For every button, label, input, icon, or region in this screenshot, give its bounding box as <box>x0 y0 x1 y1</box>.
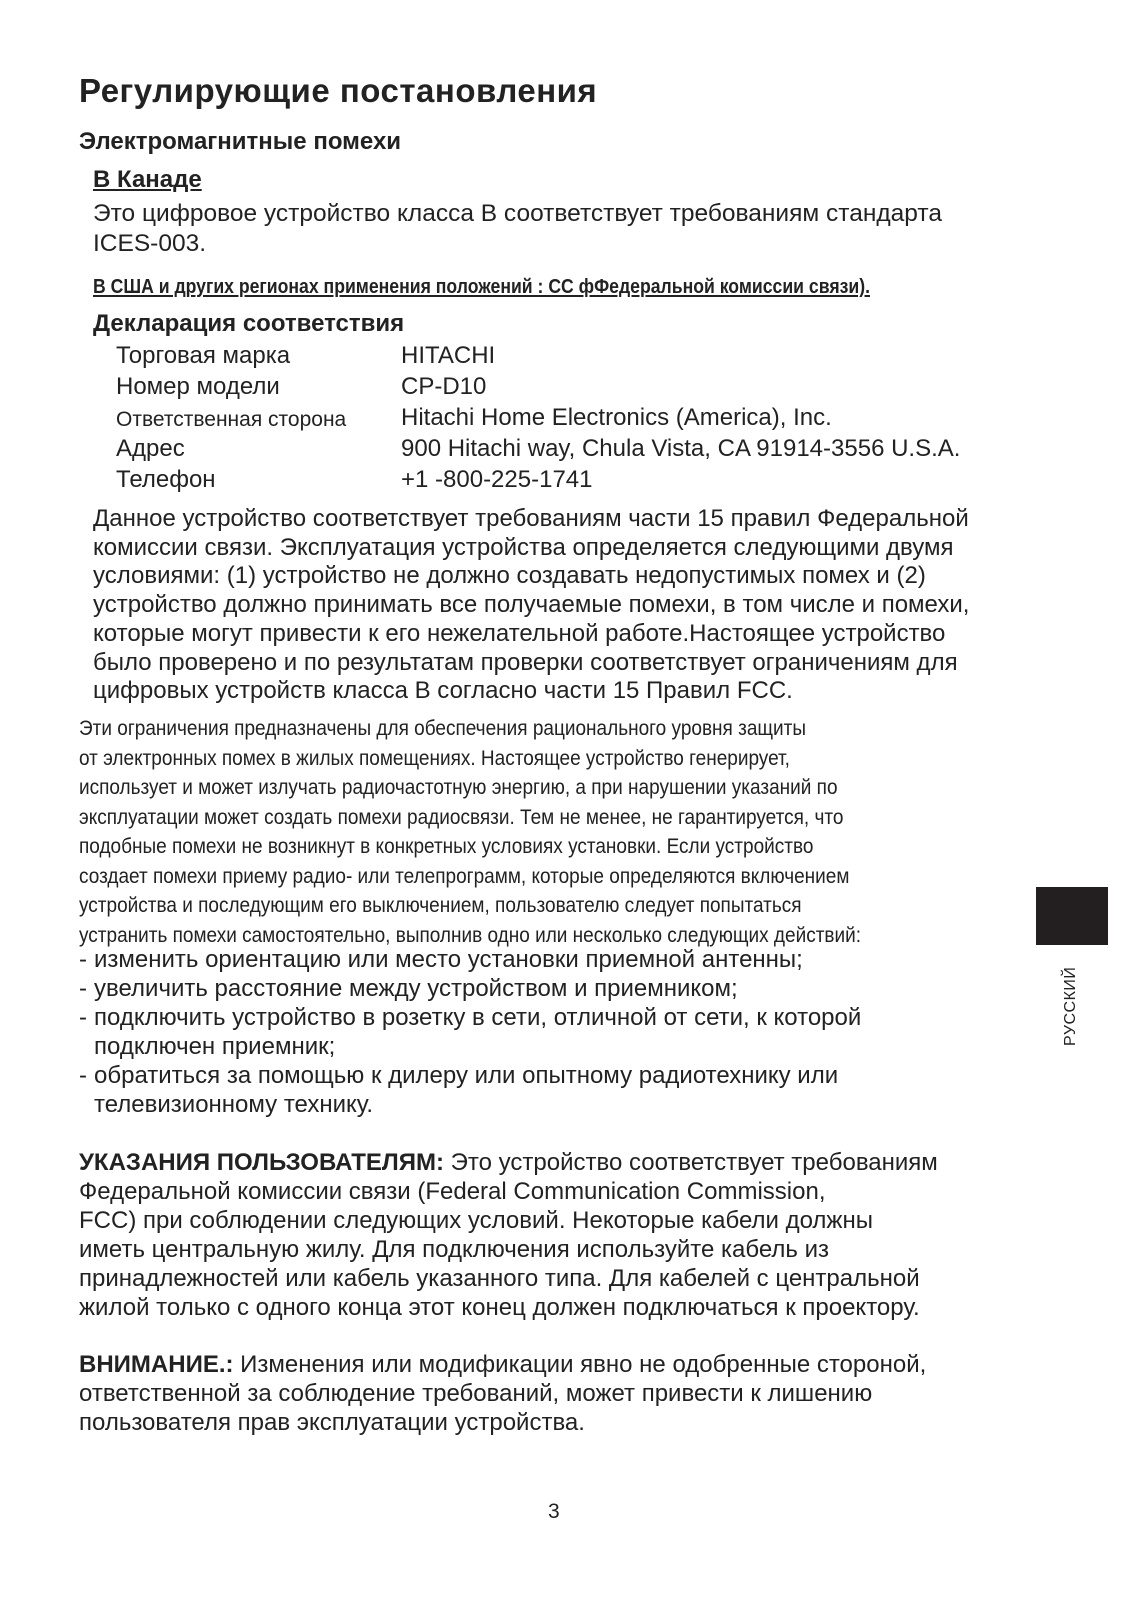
dash-marker: - <box>79 1062 87 1089</box>
text-line: подобные помехи не возникнут в конкретных условиях установки. Если устройство <box>79 835 814 858</box>
declaration-value: Hitachi Home Electronics (America), Inc. <box>401 404 832 431</box>
declaration-table <box>116 342 1056 497</box>
text-line: устранить помехи самостоятельно, выполнив одно или несколько следующих действий: <box>79 923 862 947</box>
fcc-paragraph <box>93 505 969 706</box>
declaration-row <box>116 435 1056 466</box>
text-line: увеличить расстояние между устройством и приемником; <box>94 975 738 1002</box>
text-line: эксплуатации может создать помехи радиосвязи. Тем не менее, не гарантируется, что <box>79 805 844 829</box>
declaration-value: HITACHI <box>401 342 496 369</box>
text-line: пользователя прав эксплуатации устройства. <box>79 1409 585 1436</box>
notice-lead: УКАЗАНИЯ ПОЛЬЗОВАТЕЛЯМ: <box>79 1149 444 1176</box>
canada-heading: В Канаде <box>93 166 202 193</box>
declaration-value: CP-D10 <box>401 373 487 400</box>
text-line: устройство должно принимать все получаемые помехи, в том числе и помехи, <box>93 591 970 619</box>
text-line: создает помехи приему радио- или телепрограмм, которые определяются включением <box>79 864 850 888</box>
notice-first-line: Это устройство соответствует требованиям <box>444 1149 938 1176</box>
language-label: РУССКИЙ <box>1062 966 1079 1046</box>
declaration-heading: Декларация соответствия <box>93 310 405 337</box>
declaration-row <box>116 342 1056 373</box>
text-line: было проверено и по результатам проверки соответствует ограничениям для <box>93 648 958 676</box>
dash-marker: - <box>79 975 87 1002</box>
text-line <box>79 1350 926 1379</box>
text-line: Это цифровое устройство класса B соответствует требованиям стандарта <box>93 200 942 227</box>
text-line: обратиться за помощью к дилеру или опытному радиотехнику или <box>94 1062 839 1089</box>
caution-notice <box>79 1350 926 1437</box>
text-line: от электронных помех в жилых помещениях. Настоящее устройство генерирует, <box>79 746 790 770</box>
text-line: ответственной за соблюдение требований, может привести к лишению <box>79 1380 873 1407</box>
dash-marker: - <box>79 946 87 973</box>
text-line <box>79 1148 938 1177</box>
text-line: FCC) при соблюдении следующих условий. Некоторые кабели должны <box>79 1207 873 1234</box>
page-title: Регулирующие постановления <box>79 72 598 109</box>
text-line: Данное устройство соответствует требованиям части 15 правил Федеральной <box>93 505 969 532</box>
declaration-value: 900 Hitachi way, Chula Vista, CA 91914-3556 U.S.A. <box>401 435 961 462</box>
caution-first-line: Изменения или модификации явно не одобренные стороной, <box>233 1351 927 1378</box>
dash-marker: - <box>79 1004 87 1031</box>
caution-lead: ВНИМАНИЕ.: <box>79 1351 234 1378</box>
text-line: ICES-003. <box>93 230 207 257</box>
text-line: изменить ориентацию или место установки приемной антенны; <box>94 946 803 973</box>
limits-paragraph <box>79 714 861 950</box>
text-line: Эти ограничения предназначены для обеспечения рационального уровня защиты <box>79 717 807 740</box>
text-line: принадлежностей или кабель указанного типа. Для кабелей с центральной <box>79 1265 920 1292</box>
list-item <box>79 1061 979 1119</box>
text-line: телевизионному технику. <box>94 1091 374 1118</box>
declaration-label: Номер модели <box>116 373 280 400</box>
text-line: которые могут привести к его нежелательной работе.Настоящее устройство <box>93 619 946 647</box>
declaration-row <box>116 466 1056 497</box>
user-notice <box>79 1148 938 1322</box>
text-line: цифровых устройств класса B согласно части 15 Правил FCC. <box>93 677 793 705</box>
text-line: устройства и последующим его выключением, пользователю следует попытаться <box>79 894 802 917</box>
declaration-row <box>116 404 1056 435</box>
list-item <box>79 945 979 974</box>
text-line: условиями: (1) устройство не должно создавать недопустимых помех и (2) <box>93 562 926 590</box>
declaration-label: Ответственная сторона <box>116 408 347 431</box>
text-line: Федеральной комиссии связи (Federal Communication Commission, <box>79 1178 826 1205</box>
text-line: подключить устройство в розетку в сети, отличной от сети, к которой <box>94 1004 862 1031</box>
text-line: жилой только с одного конца этот конец должен подключаться к проектору. <box>79 1294 920 1321</box>
declaration-value: +1 -800-225-1741 <box>401 466 593 493</box>
list-item <box>79 974 979 1003</box>
section-heading: Электромагнитные помехи <box>79 128 402 155</box>
text-line: комиссии связи. Эксплуатация устройства определяется следующими двумя <box>93 533 954 561</box>
language-tab <box>1036 887 1108 945</box>
declaration-label: Торговая марка <box>116 342 291 369</box>
declaration-label: Телефон <box>116 466 216 493</box>
canada-paragraph <box>93 199 942 259</box>
text-line: иметь центральную жилу. Для подключения используйте кабель из <box>79 1236 829 1263</box>
list-item <box>79 1003 979 1061</box>
actions-list <box>79 945 979 1119</box>
declaration-row <box>116 373 1056 404</box>
text-line: использует и может излучать радиочастотную энергию, а при нарушении указаний по <box>79 776 838 799</box>
usa-heading: В США и других регионах применения положений : CC фФедеральной комиссии связи). <box>93 275 870 298</box>
text-line: подключен приемник; <box>94 1033 336 1060</box>
declaration-label: Адрес <box>116 435 185 462</box>
page-number: 3 <box>548 1500 560 1523</box>
